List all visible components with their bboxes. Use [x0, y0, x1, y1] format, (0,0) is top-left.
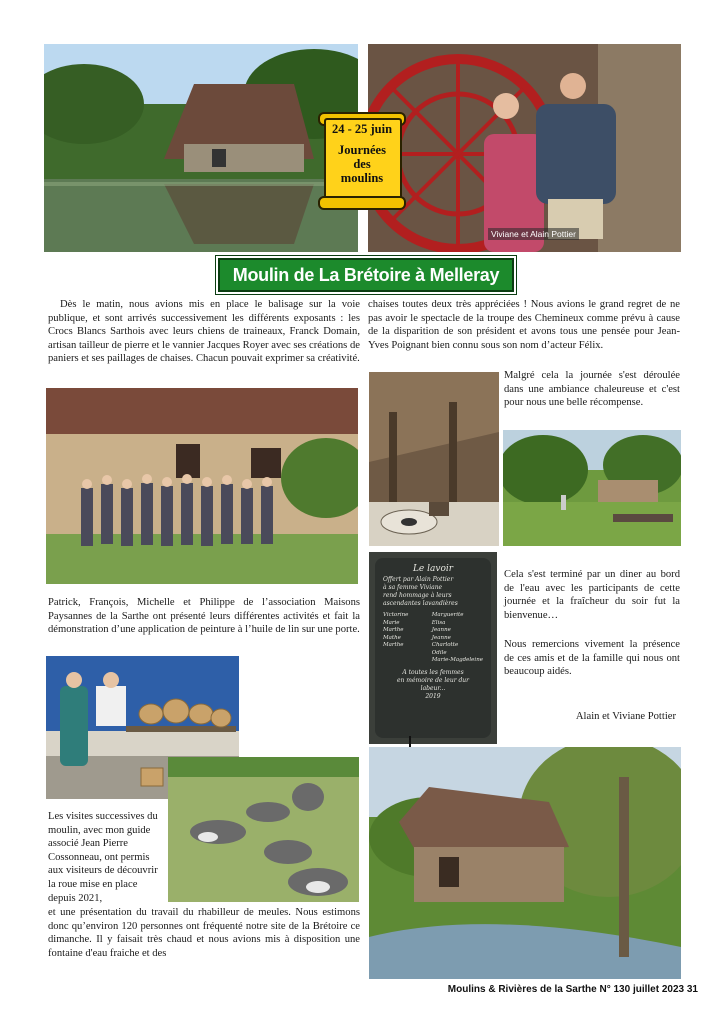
banner-line2: des — [353, 157, 371, 171]
slate-line: ascendantes lavandières — [383, 600, 458, 607]
visits-paragraph-narrow: Les visites successives du moulin, avec mon guide associé Jean Pierre Cossonneau, ont permis aux visiteurs de découvrir la roue mise en place depuis 2021, — [48, 811, 158, 904]
slate-dedication — [375, 574, 491, 610]
page-title: Moulin de La Brétoire à Melleray — [218, 258, 514, 292]
intro-paragraph: Dès le matin, nous avions mis en place le balisage sur la voie publique, et sont arrivés successivement les différents exposants : les Crocs Blancs Sarthois avec leurs chiens de traineaux, Franck Domain, artisan tailleur de pierre et le vannier Jacques Royer avec ses créations de paniers et ses paillages de chaises. Chacun pouvait exprimer sa créativité. — [48, 299, 360, 365]
slate-line: Offert par Alain Pottier — [383, 576, 454, 583]
photo-caption: Viviane et Alain Pottier — [488, 228, 579, 240]
painters-paragraph: Patrick, François, Michelle et Philippe de l’association Maisons Paysannes de la Sarthe ont présenté leurs différentes activités et fait la démonstration d’une application de peinture à l’huile de lin sur une porte. — [48, 597, 360, 636]
photo-mill-interior — [369, 372, 499, 546]
signature: Alain et Viviane Pottier — [575, 711, 676, 722]
slate-name: Jeanne — [431, 634, 451, 641]
slate-name: Marthe — [383, 642, 404, 648]
slate-line: à sa femme Viviane — [383, 584, 443, 591]
banner-line3: moulins — [340, 171, 384, 185]
banner-date: 24 - 25 juin — [331, 122, 393, 136]
slate-footer-line: labeur... — [420, 684, 446, 692]
photo-lavoir — [369, 747, 681, 979]
slate-name: Marie — [383, 619, 400, 626]
slate-footer — [375, 667, 491, 703]
slate-footer-line: 2019 — [425, 692, 441, 700]
page-footer: Moulins & Rivières de la Sarthe N° 130 juillet 2023 31 — [447, 984, 698, 995]
visits-paragraph-wide: et une présentation du travail du rhabilleur de meules. Nous estimons donc qu’environ 120 personnes ont fréquenté notre site de la Brétoire ce dimanche. Il y faisait très chaud et nous avions mis à disposition une fontaine d'eau fraiche et des — [48, 907, 360, 959]
photo-slate-plaque — [369, 552, 497, 744]
thanks-paragraph: Nous remercions vivement la présence de ces amis et de la famille qui nous ont beaucoup aidés. — [504, 639, 680, 678]
slate-name: Marguerite — [431, 612, 464, 618]
slate-name: Odile — [431, 649, 447, 656]
photo-sled-dogs — [168, 757, 359, 902]
slate-line: rend hommage à leurs — [383, 592, 452, 599]
slate-footer-line: A toutes les femmes — [402, 668, 464, 676]
slate-name: Mathe — [383, 634, 401, 641]
photo-couple-wheel — [368, 44, 681, 252]
slate-names-right — [432, 612, 483, 665]
slate-name: Jeanne — [431, 627, 451, 633]
slate-name: Elisa — [431, 619, 446, 626]
photo-visitors-group — [46, 388, 358, 584]
slate-heading: Le lavoir — [412, 564, 454, 574]
dates-banner — [318, 110, 404, 208]
slate-footer-line: en mémoire de leur dur — [396, 676, 470, 684]
banner-line1: Journées — [338, 143, 386, 157]
fin-paragraph: Cela s'est terminé par un diner au bord de l'eau avec les participants de cette journée et la fraîcheur du soir fut la bienvenue… — [504, 569, 680, 621]
malgre-paragraph: Malgré cela la journée s'est déroulée dans une ambiance chaleureuse et c'est pour nous une belle récompense. — [504, 370, 680, 409]
photo-mill-pond — [44, 44, 358, 252]
slate-name: Marie-Magdeleine — [431, 657, 483, 663]
slate-name: Charlotte — [431, 642, 459, 648]
slate-names-left — [383, 612, 408, 665]
photo-garden-tables — [503, 430, 681, 546]
slate-name: Marthe — [383, 627, 404, 633]
slate-name: Victorine — [383, 612, 409, 618]
col2-top-paragraph: chaises toutes deux très appréciées ! Nous avions le grand regret de ne pas avoir le spectacle de la troupe des Chemineux comme prévu à cause de la disparition de son président et avons tous une pensée pour Jean-Yves Poignant bien connu sous son nom d’acteur Félix. — [368, 299, 680, 351]
